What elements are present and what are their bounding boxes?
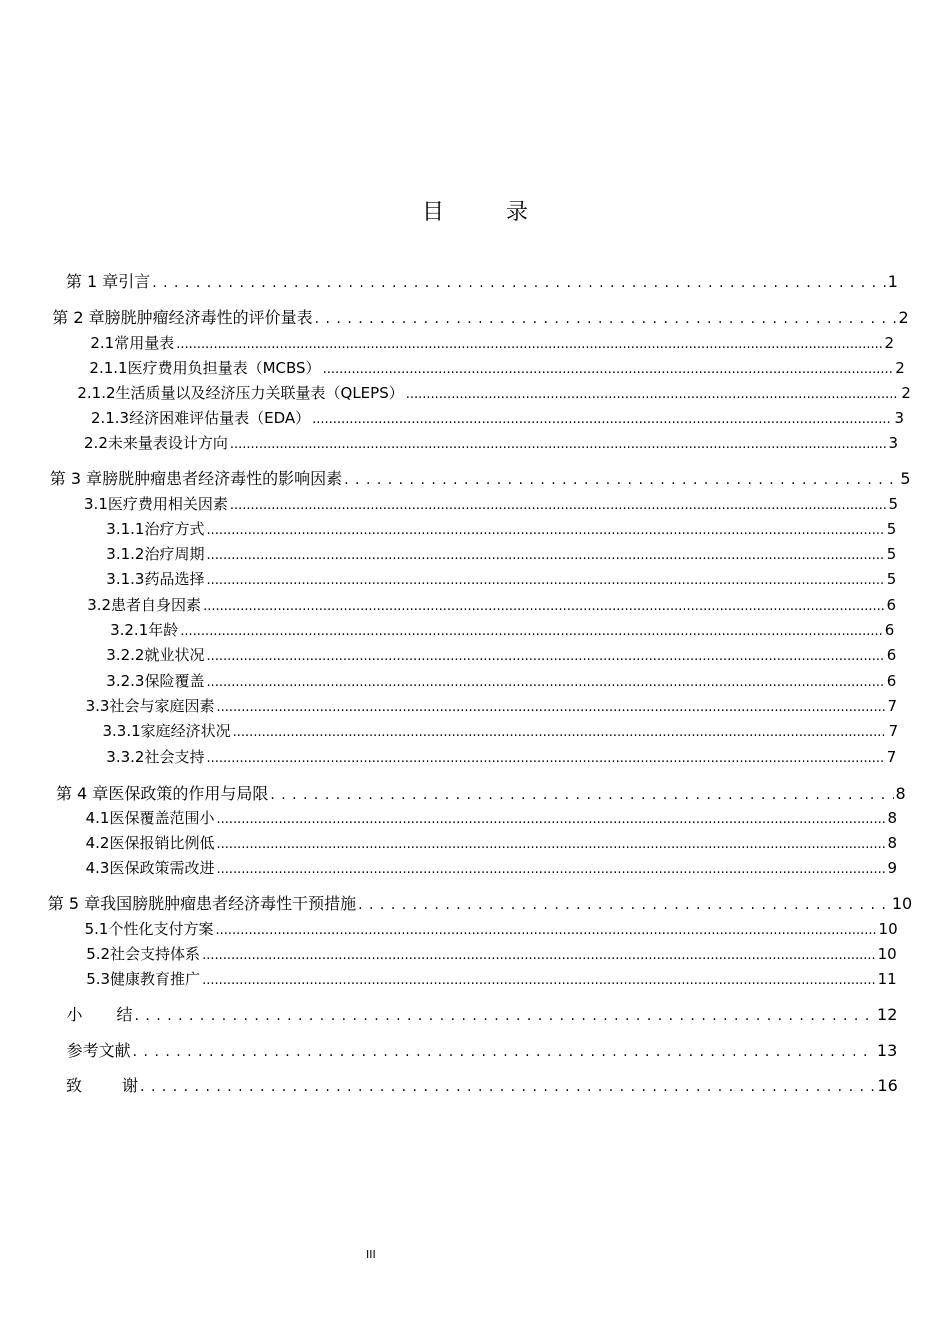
toc-entry-label: 引言	[118, 272, 151, 291]
toc-entry-number: 5.3	[86, 970, 111, 988]
toc-leader	[312, 406, 892, 432]
toc-leader	[133, 1039, 875, 1064]
toc-leader	[176, 331, 882, 357]
toc-entry-section[interactable]	[0, 593, 950, 617]
toc-entry-number: 3.2	[87, 596, 112, 614]
toc-entry-number: 4.2	[85, 834, 110, 852]
toc-entry-page: 13	[876, 1041, 898, 1060]
toc-entry-number: 5.2	[86, 945, 111, 963]
toc-entry-page: 12	[877, 1005, 898, 1024]
toc-entry-number: 2.1.3	[90, 409, 130, 427]
toc-entry-page: 6	[886, 646, 897, 664]
toc-entry-page: 5	[886, 570, 897, 588]
toc-leader	[206, 567, 884, 593]
toc-entry-label: 药品选择	[144, 570, 205, 588]
toc-entry-section[interactable]	[0, 331, 950, 355]
toc-leader	[270, 782, 893, 807]
toc-entry-subsection[interactable]	[0, 745, 950, 769]
toc-leader	[203, 593, 884, 619]
toc-entry-label: 未来量表设计方向	[107, 434, 228, 452]
toc-entry-section[interactable]	[0, 917, 950, 941]
toc-entry-label: 个性化支付方案	[108, 920, 214, 938]
toc-entry-page: 3	[894, 409, 905, 427]
toc-entry-section[interactable]	[0, 694, 950, 718]
toc-entry-subsection[interactable]	[0, 517, 950, 541]
toc-entry-label: 医保政策需改进	[109, 859, 215, 877]
toc-entry-chapter-2[interactable]	[0, 306, 950, 330]
toc-entry-label: 医保政策的作用与局限	[108, 784, 269, 803]
toc-leader	[215, 917, 876, 943]
toc-leader	[152, 270, 885, 295]
toc-leader	[344, 467, 898, 492]
toc-entry-subsection[interactable]	[0, 567, 950, 591]
toc-entry-page: 2	[898, 308, 909, 327]
toc-entry-page: 5	[900, 469, 911, 488]
toc-entry-subsection[interactable]	[0, 356, 950, 380]
toc-entry-number: 3.3.1	[102, 722, 141, 740]
toc-entry-number: 3.1.1	[106, 520, 145, 538]
toc-entry-number: 第 3 章	[49, 469, 103, 488]
toc-entry-page: 5	[886, 545, 897, 563]
toc-entry-page: 1	[887, 272, 898, 291]
toc-leader	[180, 618, 883, 644]
toc-entry-number: 3.2.1	[110, 621, 149, 639]
toc-entry-subsection[interactable]	[0, 618, 950, 642]
toc-entry-number: 5.1	[84, 920, 109, 938]
toc-entry-label: 膀胱肿瘤患者经济毒性的影响因素	[102, 469, 343, 488]
toc-entry-label: 医保覆盖范围小	[109, 809, 215, 827]
toc-entry-subsection[interactable]	[0, 643, 950, 667]
toc-entry-label: 医保报销比例低	[109, 834, 215, 852]
toc-entry-page: 7	[888, 722, 899, 740]
toc-entry-page: 9	[887, 859, 898, 877]
toc-entry-page: 5	[888, 495, 898, 513]
toc-leader	[206, 643, 884, 669]
toc-entry-label: 保险覆盖	[144, 672, 205, 690]
toc-entry-section[interactable]	[0, 942, 950, 966]
toc-entry-page: 8	[895, 784, 906, 803]
toc-leader	[135, 1003, 876, 1028]
toc-leader	[230, 431, 887, 457]
toc-entry-number: 第 1 章	[65, 272, 119, 291]
toc-entry-section[interactable]	[0, 856, 950, 880]
toc-entry-label: 医疗费用负担量表（MCBS）	[127, 359, 321, 377]
toc-leader	[216, 831, 885, 857]
toc-entry-number: 4.1	[85, 809, 110, 827]
toc-entry-number: 第 2 章	[52, 308, 105, 327]
toc-leader	[202, 967, 876, 993]
toc-entry-page: 10	[878, 920, 898, 938]
toc-entry-page: 3	[888, 434, 898, 452]
toc-leader	[406, 381, 900, 407]
toc-entry-number: 2.1.1	[89, 359, 128, 377]
toc-entry-number: 2.1.2	[77, 384, 116, 402]
toc-entry-label: 年龄	[148, 621, 179, 639]
toc-leader	[206, 517, 884, 543]
toc-entry-page: 2	[895, 359, 905, 377]
toc-leader	[140, 1074, 875, 1099]
toc-leader	[216, 694, 885, 720]
toc-entry-subsection[interactable]	[0, 719, 950, 743]
toc-leader	[216, 856, 885, 882]
toc-entry-page: 10	[891, 894, 913, 913]
toc-entry-chapter-3[interactable]	[0, 467, 950, 491]
toc-entry-summary[interactable]	[0, 1003, 950, 1027]
toc-entry-number: 第 4 章	[55, 784, 109, 803]
toc-leader	[358, 892, 890, 917]
toc-entry-section[interactable]	[0, 492, 950, 516]
toc-entry-acknowledgements[interactable]	[0, 1074, 950, 1098]
toc-entry-label: 致谢	[66, 1076, 179, 1095]
toc-entry-number: 3.3.2	[106, 748, 145, 766]
toc-entry-label: 就业状况	[144, 646, 205, 664]
toc-entry-number: 3.1.3	[106, 570, 145, 588]
toc-entry-section[interactable]	[0, 831, 950, 855]
toc-entry-number: 2.1	[90, 334, 115, 352]
toc-entry-label: 治疗周期	[144, 545, 205, 563]
toc-leader	[230, 492, 887, 518]
toc-entry-label: 常用量表	[114, 334, 175, 352]
toc-entry-section[interactable]	[0, 431, 950, 455]
toc-leader	[206, 542, 884, 568]
toc-entry-page: 6	[884, 621, 895, 639]
toc-entry-page: 6	[886, 672, 897, 690]
toc-entry-chapter-1[interactable]	[0, 270, 950, 294]
toc-entry-label: 经济困难评估量表（EDA）	[129, 409, 311, 427]
toc-entry-number: 2.2	[84, 434, 108, 452]
toc-entry-number: 第 5 章	[47, 894, 101, 913]
toc-leader	[202, 942, 876, 968]
toc-leader	[206, 745, 884, 771]
toc-entry-section[interactable]	[0, 806, 950, 830]
toc-entry-page: 6	[886, 596, 897, 614]
toc-entry-page: 16	[877, 1076, 898, 1095]
toc-entry-page: 2	[884, 334, 895, 352]
toc-entry-chapter-4[interactable]	[0, 782, 950, 806]
toc-entry-subsection[interactable]	[0, 381, 950, 405]
toc-entry-label: 医疗费用相关因素	[107, 495, 228, 513]
toc-entry-label: 治疗方式	[144, 520, 205, 538]
toc-entry-label: 社会与家庭因素	[109, 697, 215, 715]
toc-entry-label: 膀胱肿瘤经济毒性的评价量表	[104, 308, 313, 327]
toc-entry-subsection[interactable]	[0, 669, 950, 693]
toc-leader	[206, 669, 884, 695]
toc-entry-label: 社会支持	[144, 748, 205, 766]
page-title: 目 录	[421, 200, 548, 225]
toc-entry-section[interactable]	[0, 967, 950, 991]
toc-entry-chapter-5[interactable]	[0, 892, 950, 916]
toc-entry-label: 家庭经济状况	[140, 722, 231, 740]
toc-entry-number: 4.3	[85, 859, 110, 877]
toc-leader	[216, 806, 885, 832]
toc-entry-references[interactable]	[0, 1039, 950, 1063]
toc-entry-label: 生活质量以及经济压力关联量表（QLEPS）	[115, 384, 404, 402]
toc-entry-number: 3.1.2	[106, 545, 145, 563]
toc-entry-label: 社会支持体系	[110, 945, 201, 963]
toc-entry-subsection[interactable]	[0, 542, 950, 566]
toc-entry-page: 10	[877, 945, 897, 963]
toc-entry-label: 小结	[66, 1005, 167, 1024]
toc-entry-label: 健康教育推广	[110, 970, 201, 988]
toc-entry-page: 2	[901, 384, 911, 402]
toc-entry-subsection[interactable]	[0, 406, 950, 430]
toc-entry-number: 3.2.3	[106, 672, 145, 690]
toc-entry-page: 5	[886, 520, 897, 538]
toc-entry-number: 3.3	[85, 697, 110, 715]
toc-entry-label: 参考文献	[66, 1041, 131, 1060]
toc-entry-page: 8	[887, 834, 898, 852]
toc-entry-label: 我国膀胱肿瘤患者经济毒性干预措施	[100, 894, 357, 913]
toc-entry-page: 7	[887, 697, 898, 715]
page-number: III	[366, 1248, 376, 1261]
toc-leader	[323, 356, 894, 382]
toc-entry-page: 11	[877, 970, 897, 988]
toc-entry-page: 7	[886, 748, 897, 766]
toc-entry-label: 患者自身因素	[111, 596, 202, 614]
toc-leader	[233, 719, 887, 745]
toc-entry-number: 3.1	[84, 495, 108, 513]
toc-leader	[315, 306, 897, 331]
toc-entry-number: 3.2.2	[106, 646, 145, 664]
toc-entry-page: 8	[887, 809, 898, 827]
